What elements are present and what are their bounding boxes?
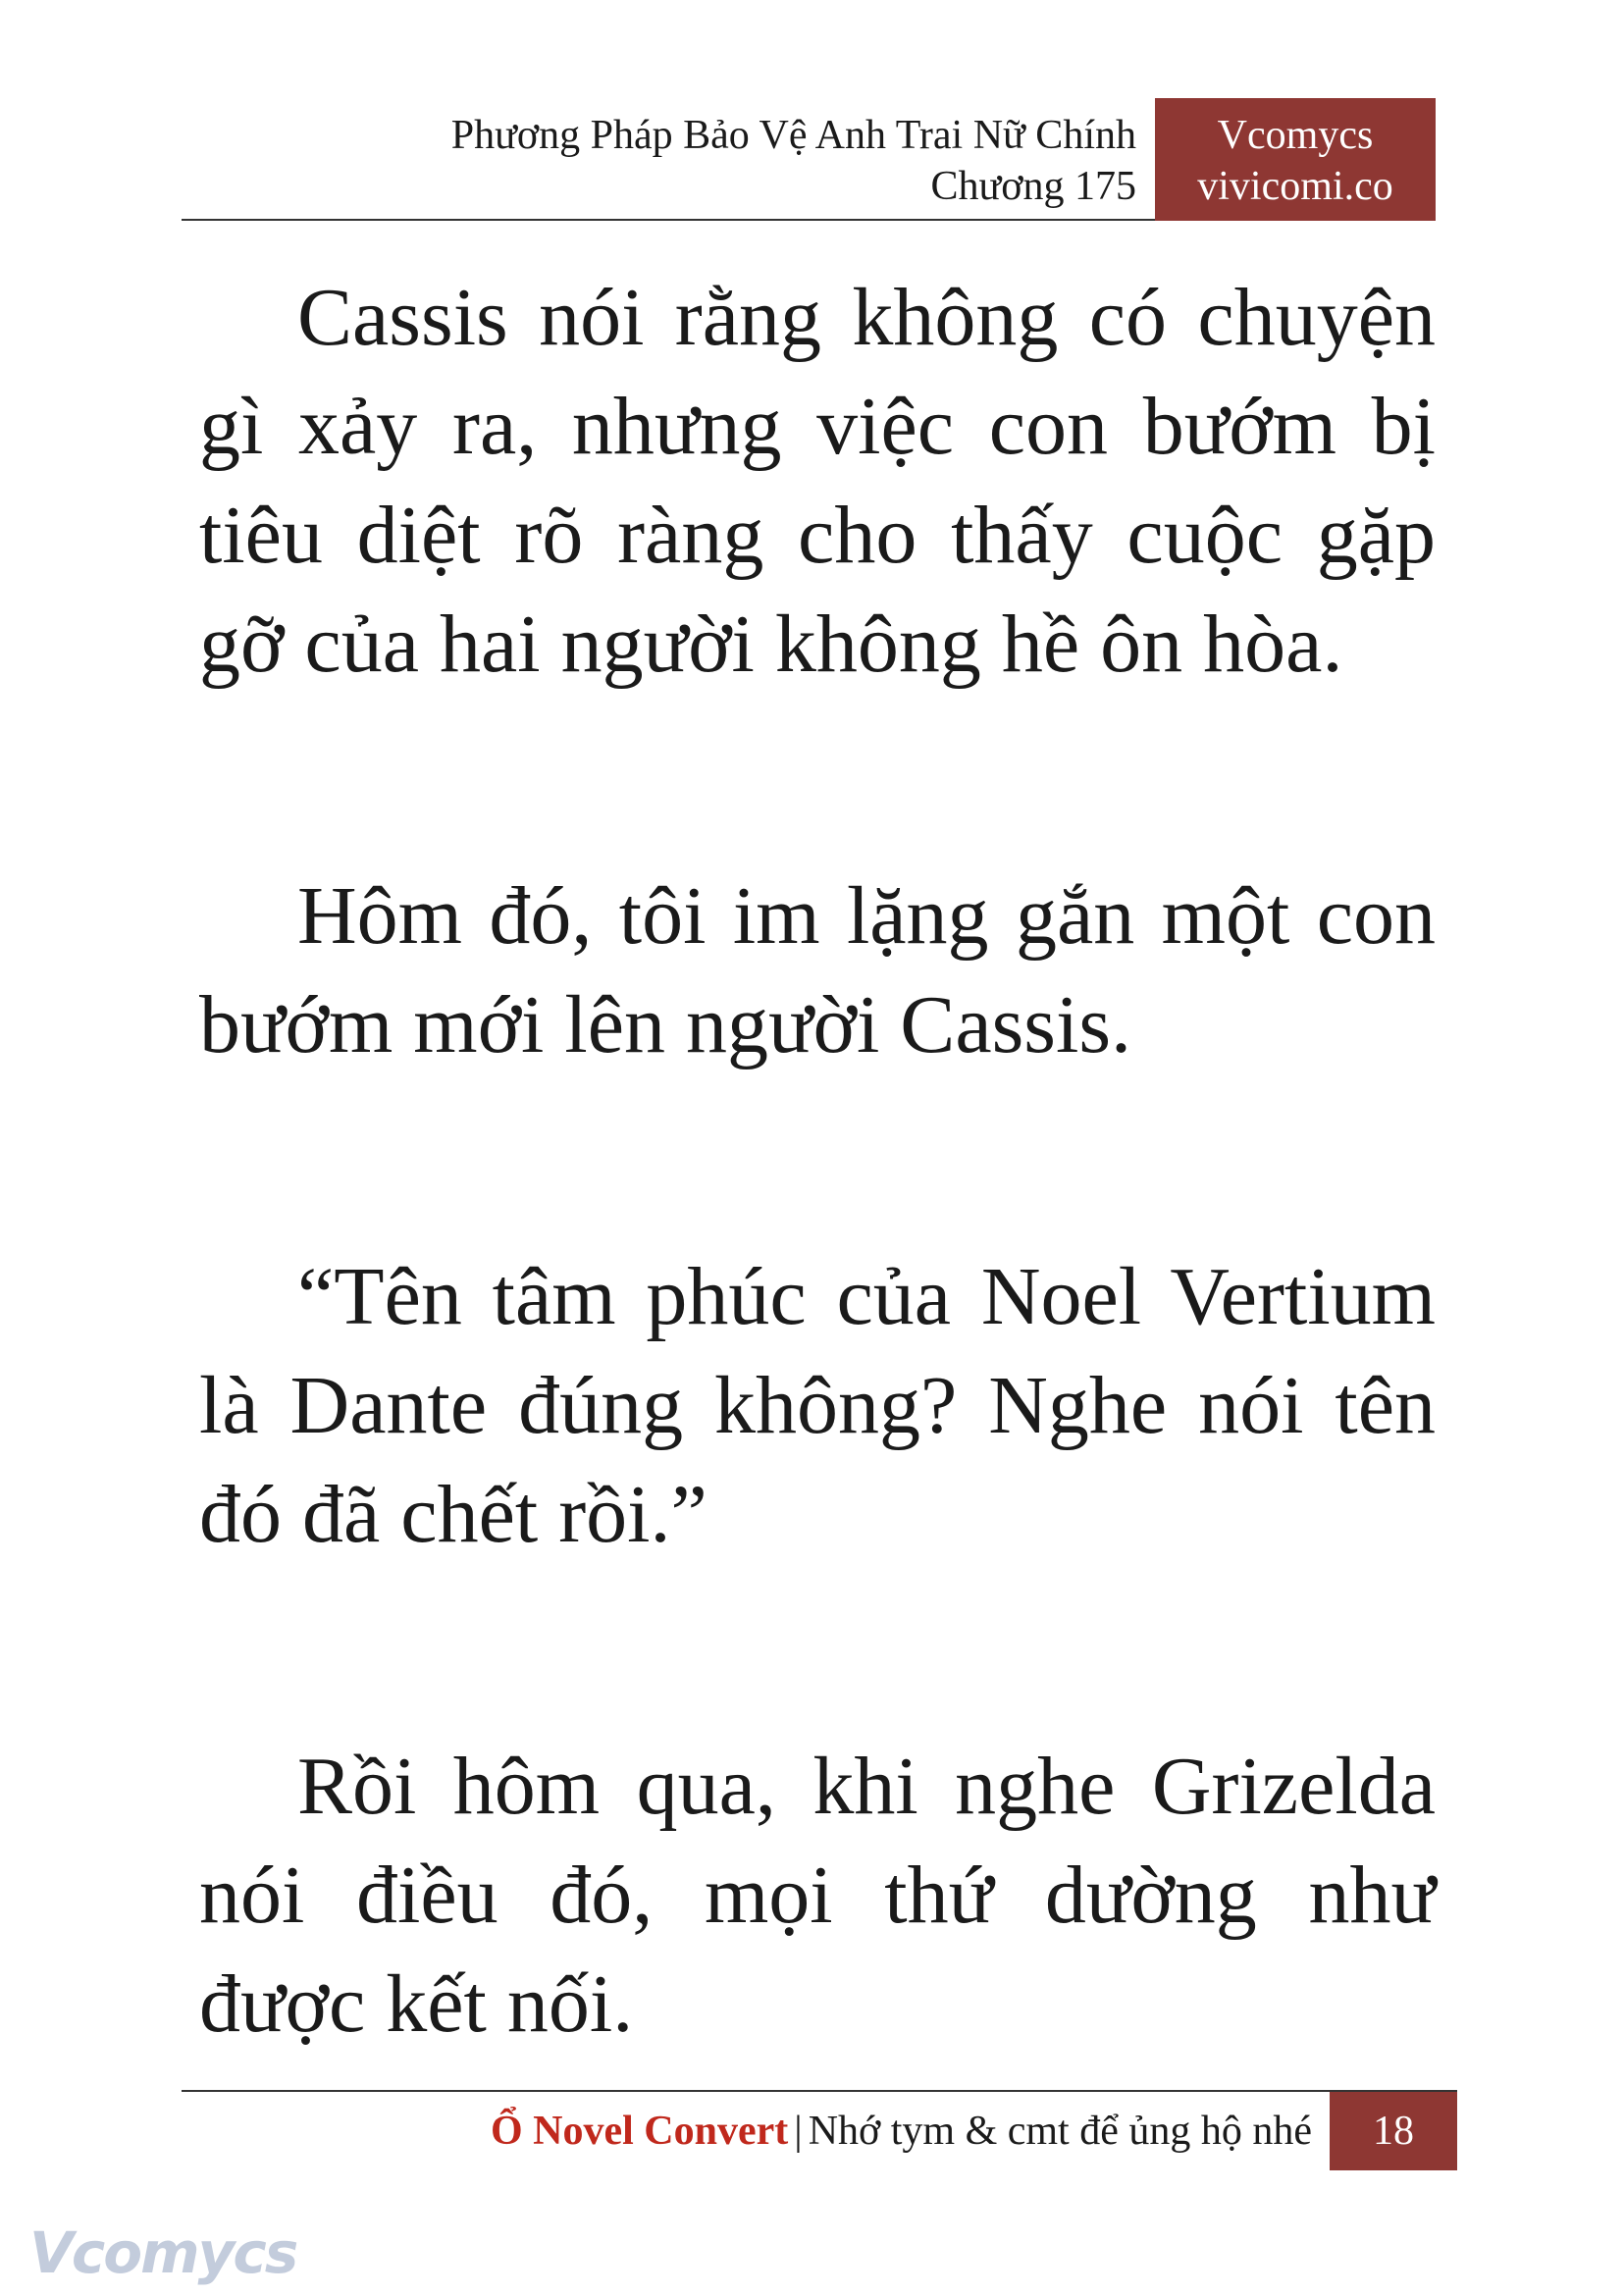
footer-message: Nhớ tym & cmt để ủng hộ nhé bbox=[808, 2109, 1312, 2154]
page-number: 18 bbox=[1330, 2092, 1457, 2170]
page-footer bbox=[182, 2090, 1457, 2170]
page-header bbox=[182, 98, 1436, 221]
paragraph: Cassis nói rằng không có chuyện gì xảy ra, nhưng việc con bướm bị tiêu diệt rõ ràng cho thấy cuộc gặp gỡ của hai người không hề ôn hòa. bbox=[199, 272, 1436, 690]
paragraph: “Tên tâm phúc của Noel Vertium là Dante đúng không? Nghe nói tên đó đã chết rồi.” bbox=[199, 1251, 1436, 1560]
watermark-logo: Vcomycs bbox=[29, 2219, 297, 2286]
paragraph: Rồi hôm qua, khi nghe Grizelda nói điều đó, mọi thứ dường như được kết nối. bbox=[199, 1741, 1436, 2050]
footer-brand: Ổ Novel Convert bbox=[490, 2109, 789, 2154]
footer-separator: | bbox=[794, 2109, 803, 2154]
book-title: Phương Pháp Bảo Vệ Anh Trai Nữ Chính bbox=[450, 113, 1136, 158]
site-badge bbox=[1155, 98, 1436, 221]
footer-divider bbox=[182, 2090, 1457, 2092]
chapter-body bbox=[199, 263, 1436, 2059]
chapter-label: Chương 175 bbox=[930, 164, 1136, 209]
site-url: vivicomi.co bbox=[1197, 164, 1393, 209]
header-title-block bbox=[451, 110, 1136, 212]
site-name: Vcomycs bbox=[1217, 113, 1374, 158]
footer-text bbox=[491, 2106, 1312, 2157]
paragraph: Hôm đó, tôi im lặng gắn một con bướm mới lên người Cassis. bbox=[199, 870, 1436, 1070]
